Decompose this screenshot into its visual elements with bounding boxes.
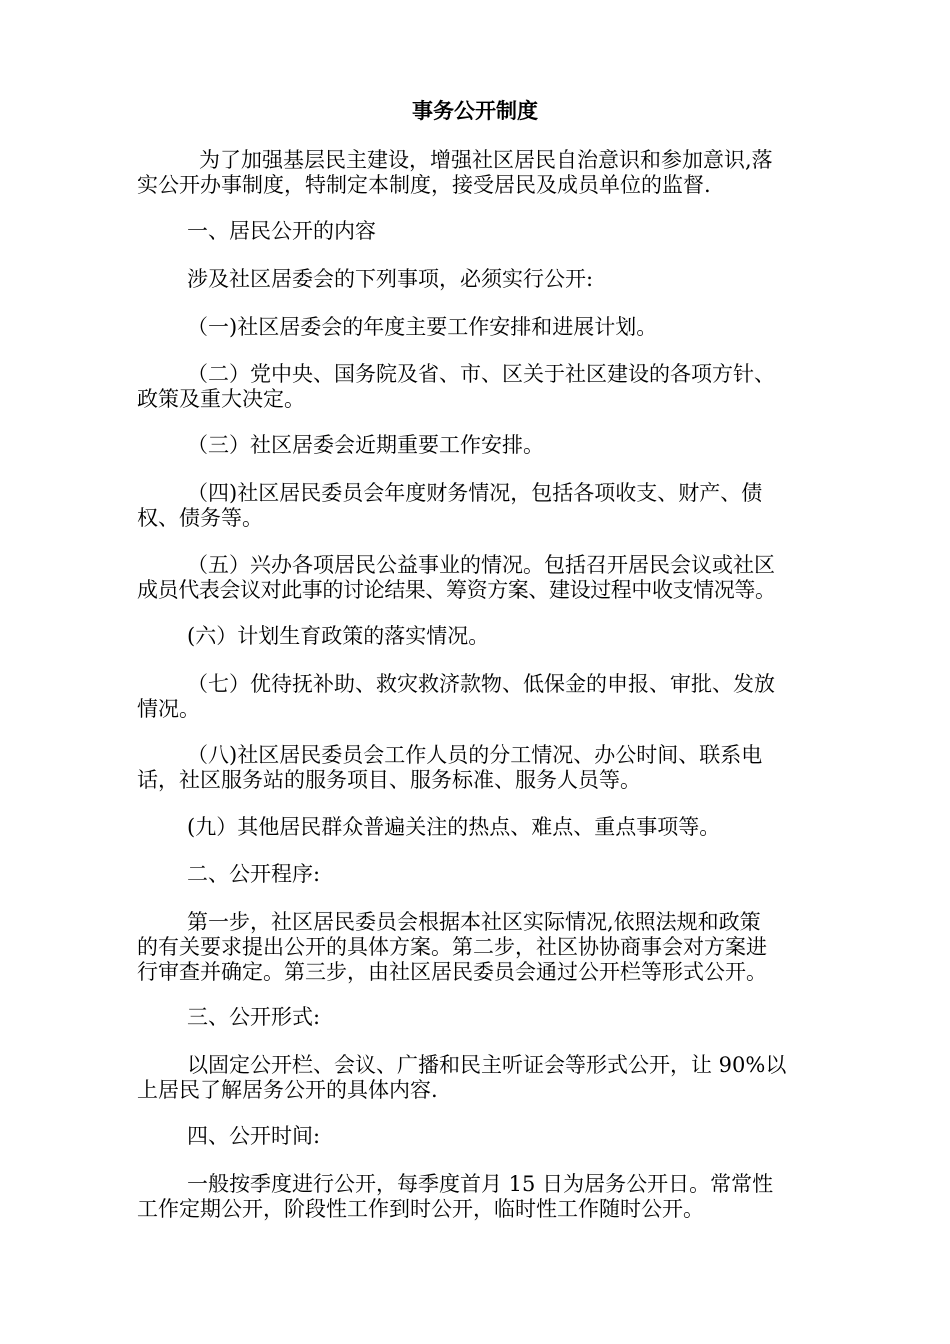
text-line: 为了加强基层民主建设，增强社区居民自治意识和参加意识,落 <box>199 148 773 172</box>
section-heading-1 <box>137 219 867 244</box>
text-line: （五）兴办各项居民公益事业的情况。包括召开居民会议或社区 <box>187 553 775 577</box>
text-line: 一般按季度进行公开，每季度首月 15 日为居务公开日。常常性 <box>187 1172 774 1196</box>
text-line: 成员代表会议对此事的讨论结果、筹资方案、建设过程中收支情况等。 <box>137 578 776 602</box>
paragraph-form <box>137 1053 867 1103</box>
text-line: 政策及重大决定。 <box>137 387 305 411</box>
text-line: 二、公开程序: <box>187 862 321 886</box>
document-title: 事务公开制度 <box>412 99 538 123</box>
section-heading-2 <box>137 862 867 887</box>
list-item-6 <box>137 624 867 649</box>
text-line: 情况。 <box>137 697 200 721</box>
paragraph-intro <box>137 148 867 198</box>
section-heading-3 <box>137 1005 867 1030</box>
text-line: （一)社区居委会的年度主要工作安排和进展计划。 <box>187 315 658 339</box>
list-item-9 <box>137 815 867 840</box>
list-item-8 <box>137 743 867 793</box>
text-line: 四、公开时间: <box>187 1124 321 1148</box>
paragraph-timing <box>137 1172 867 1222</box>
list-item-7 <box>137 672 867 722</box>
text-line: 一、居民公开的内容 <box>187 219 376 243</box>
text-line: （七）优待抚补助、救灾救济款物、低保金的申报、审批、发放 <box>187 672 775 696</box>
text-line: 第一步，社区居民委员会根据本社区实际情况,依照法规和政策 <box>187 910 761 934</box>
text-line: 权、债务等。 <box>137 506 263 530</box>
list-item-3 <box>137 433 867 458</box>
text-line: (九）其他居民群众普遍关注的热点、难点、重点事项等。 <box>187 815 721 839</box>
text-line: 实公开办事制度，特制定本制度，接受居民及成员单位的监督. <box>137 173 711 197</box>
text-line: （三）社区居委会近期重要工作安排。 <box>187 433 544 457</box>
paragraph-procedure <box>137 910 867 985</box>
list-item-2 <box>137 362 867 412</box>
text-line: 行审查并确定。第三步，由社区居民委员会通过公开栏等形式公开。 <box>137 960 767 984</box>
text-line: （八)社区居民委员会工作人员的分工情况、办公时间、联系电 <box>187 743 763 767</box>
text-line: 三、公开形式: <box>187 1005 321 1029</box>
text-line: 涉及社区居委会的下列事项，必须实行公开: <box>187 267 594 291</box>
section-heading-4 <box>137 1124 867 1149</box>
list-item-4 <box>137 481 867 531</box>
text-line: 的有关要求提出公开的具体方案。第二步，社区协协商事会对方案进 <box>137 935 767 959</box>
text-line: （二）党中央、国务院及省、市、区关于社区建设的各项方针、 <box>187 362 775 386</box>
text-line: (六）计划生育政策的落实情况。 <box>187 624 490 648</box>
list-item-1 <box>137 315 867 340</box>
text-line: 工作定期公开，阶段性工作到时公开，临时性工作随时公开。 <box>137 1197 704 1221</box>
text-line: （四)社区居民委员会年度财务情况，包括各项收支、财产、债 <box>187 481 763 505</box>
paragraph-items-intro <box>137 267 867 292</box>
text-line: 以固定公开栏、会议、广播和民主听证会等形式公开，让 90%以 <box>187 1053 787 1077</box>
text-line: 话，社区服务站的服务项目、服务标准、服务人员等。 <box>137 768 641 792</box>
list-item-5 <box>137 553 867 603</box>
text-line: 上居民了解居务公开的具体内容. <box>137 1078 438 1102</box>
